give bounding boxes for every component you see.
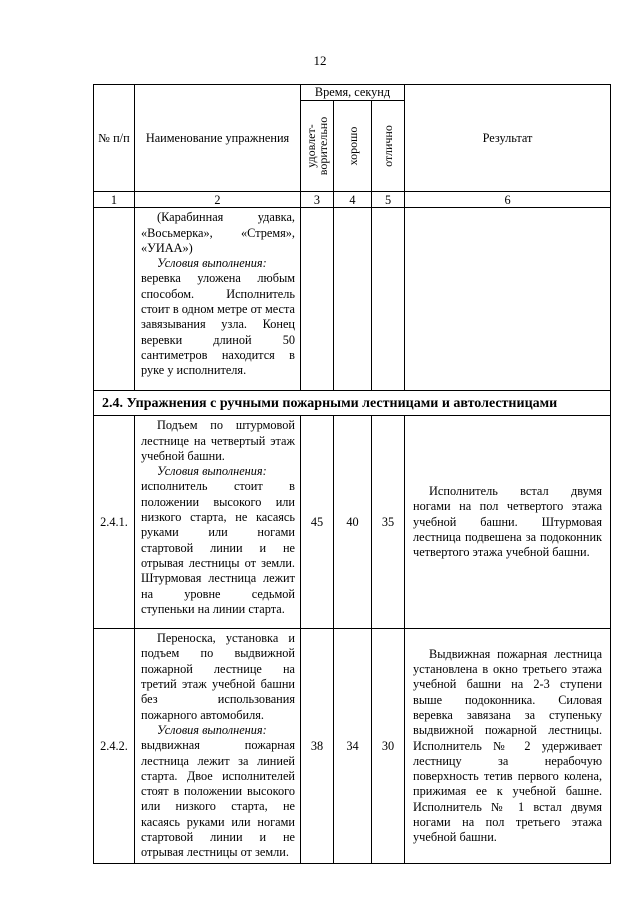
header-excellent: отлично: [372, 101, 405, 192]
table-row: [94, 629, 611, 864]
time-satisfactory: 38: [301, 629, 334, 864]
section-row: [94, 391, 611, 416]
row-result: Исполнитель встал двумя ногами на пол четвертого этажа учебной башни. Штурмовая лестница подвешена за подоконник четвертого этажа учебной башни.: [405, 416, 611, 629]
time-excellent: 30: [372, 629, 405, 864]
continuation-description: (Карабинная удавка, «Восьмерка», «Стремя», «УИАА») Условия выполнения: веревка уложена любым способом. Исполнитель стоит в одном метре от места завязывания узла. Конец веревки длиной 50 сантиметров находится в руке у исполнителя.: [135, 208, 301, 391]
header-number: № п/п: [94, 85, 135, 192]
column-number-1: 1: [94, 192, 135, 208]
row-number: 2.4.2.: [94, 629, 135, 864]
column-number-5: 5: [372, 192, 405, 208]
time-satisfactory: 45: [301, 416, 334, 629]
time-excellent: 35: [372, 416, 405, 629]
column-number-2: 2: [135, 192, 301, 208]
column-number-3: 3: [301, 192, 334, 208]
column-numbers-row: [94, 192, 611, 208]
header-good: хорошо: [334, 101, 372, 192]
row-description: Подъем по штурмовой лестнице на четвертый этаж учебной башни. Условия выполнения: исполнитель стоит в положении высокого или низкого старта, не касаясь руками или ногами стартовой линии и не отрывая лестницы от земли. Штурмовая лестница лежит на уровне седьмой ступеньки на линии старта.: [135, 416, 301, 629]
exercise-table: [93, 84, 611, 864]
header-exercise-name: Наименование упражнения: [135, 85, 301, 192]
table-row: [94, 416, 611, 629]
header-satisfactory: удовлет- ворительно: [301, 101, 334, 192]
row-number: 2.4.1.: [94, 416, 135, 629]
time-good: 40: [334, 416, 372, 629]
section-title: 2.4. Упражнения с ручными пожарными лестницами и автолестницами: [94, 391, 611, 416]
column-number-6: 6: [405, 192, 611, 208]
header-result: Результат: [405, 85, 611, 192]
continuation-row: [94, 208, 611, 391]
column-number-4: 4: [334, 192, 372, 208]
page-number: 12: [313, 53, 327, 68]
header-row-1: [94, 85, 611, 101]
row-result: Выдвижная пожарная лестница установлена в окно третьего этажа учебной башни на 2-3 ступени выше подоконника. Силовая веревка завязана за ступеньку выдвижной пожарной лестницы. Исполнитель № 2 удерживает лестницу за нерабочую поверхность тетив первого колена, прижимая ее к учебной башне. Исполнитель № 1 встал двумя ногами на пол третьего этажа учебной башни.: [405, 629, 611, 864]
row-description: Переноска, установка и подъем по выдвижной пожарной лестнице на третий этаж учебной башни без использования пожарного автомобиля. Условия выполнения: выдвижная пожарная лестница лежит за линией старта. Двое исполнителей стоят в положении высокого или низкого старта, не касаясь руками или ногами стартовой линии и не отрывая лестницы от земли.: [135, 629, 301, 864]
header-time: Время, секунд: [301, 85, 405, 101]
time-good: 34: [334, 629, 372, 864]
